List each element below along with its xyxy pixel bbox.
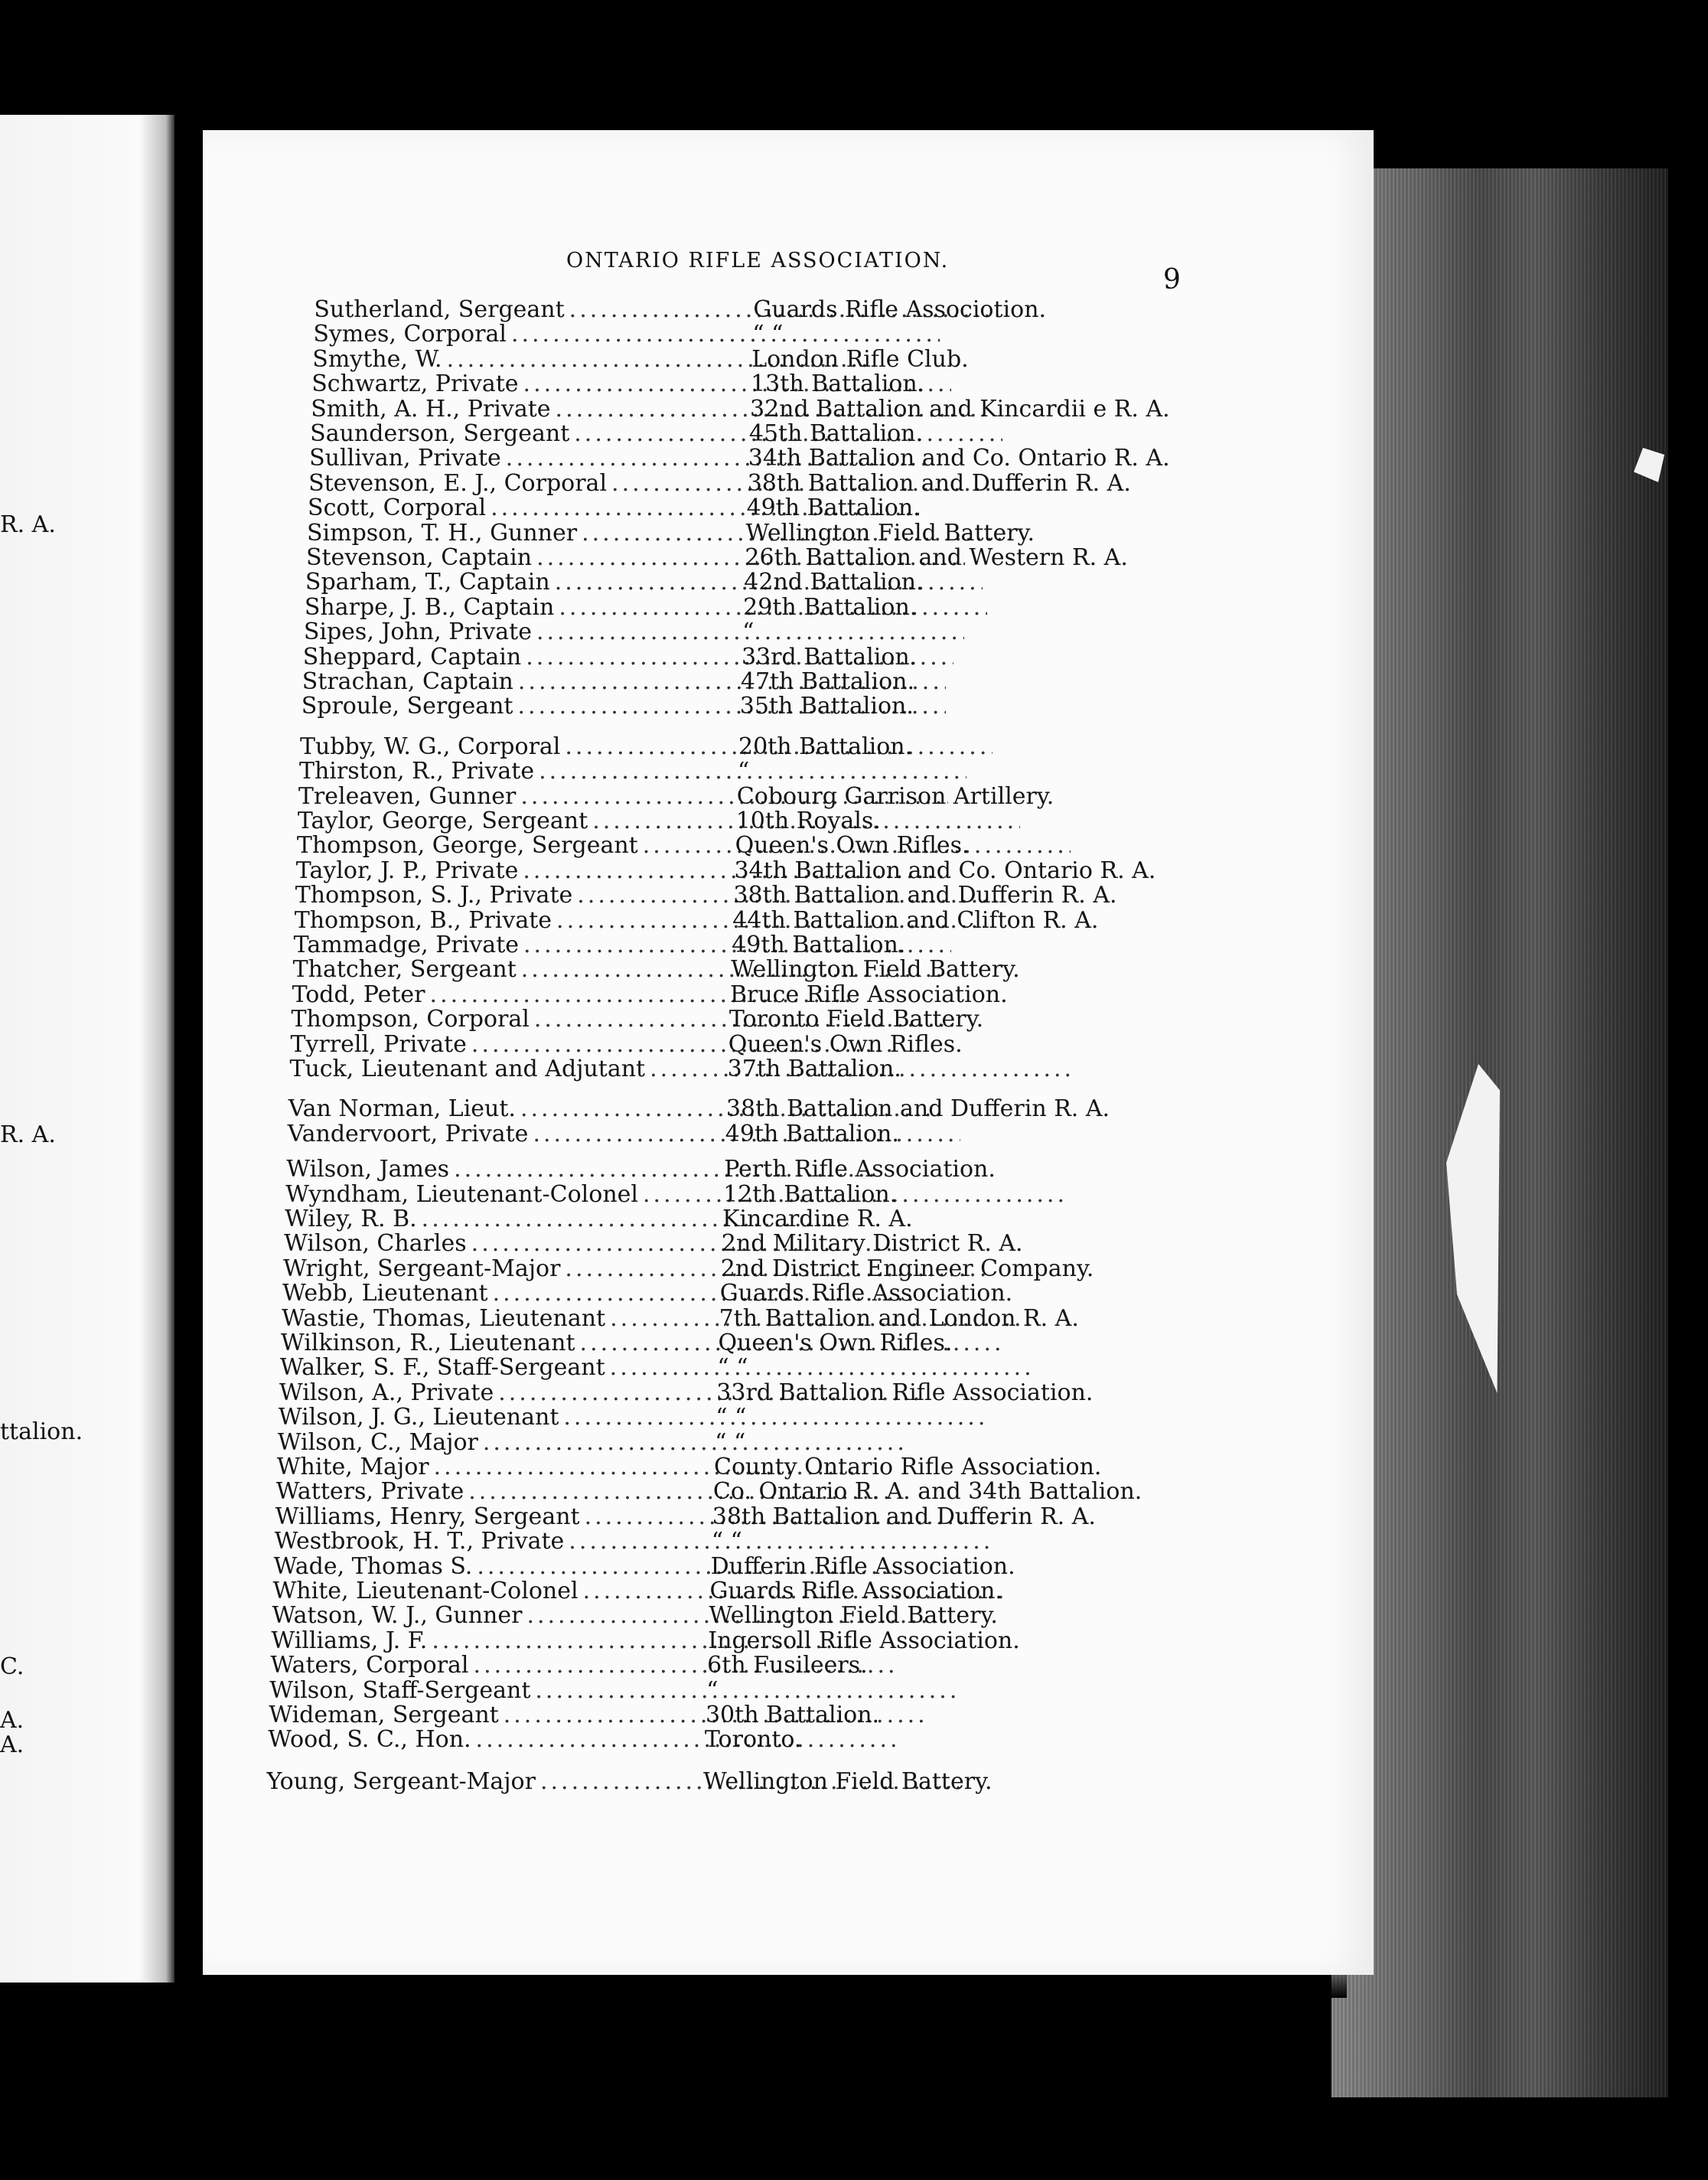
- entry-name: Williams, J. F.: [271, 1627, 428, 1654]
- roster-entry: [288, 1121, 1154, 1147]
- entry-name: Wilkinson, R., Lieutenant: [280, 1330, 575, 1356]
- roster-entry: [272, 1578, 1138, 1604]
- roster-entry: [311, 397, 1178, 423]
- entry-unit: “: [742, 618, 755, 646]
- leader-dots: [507, 321, 940, 348]
- entry-name: Wright, Sergeant-Major: [283, 1255, 561, 1282]
- entry-unit: 49th Battalion.: [746, 494, 921, 522]
- roster-entry: [285, 1206, 1151, 1232]
- entry-name: Wade, Thomas S.: [273, 1552, 473, 1580]
- entry-name: Van Norman, Lieut.: [288, 1095, 516, 1123]
- roster-entry: [289, 1056, 1156, 1082]
- entry-name: Sullivan, Private: [309, 445, 501, 472]
- roster-entry: [279, 1380, 1145, 1406]
- entry-name: Thirston, R., Private: [298, 758, 535, 785]
- roster-entry: [283, 1256, 1149, 1282]
- roster-entry: [284, 1231, 1150, 1257]
- roster-entry: [277, 1454, 1142, 1480]
- entry-name: Thompson, Corporal: [291, 1006, 530, 1033]
- leader-dots: [559, 1405, 989, 1431]
- entry-name: Westbrook, H. T., Private: [274, 1528, 565, 1555]
- roster-entry: [282, 1281, 1149, 1307]
- entry-name: Wood, S. C., Hon.: [268, 1726, 471, 1754]
- left-fragment: R. A.: [0, 1121, 56, 1148]
- page-number: 9: [1163, 264, 1181, 295]
- entry-name: Thompson, George, Sergeant: [296, 832, 638, 860]
- entry-unit: 2nd District Engineer Company.: [720, 1255, 1094, 1282]
- entry-unit: “: [706, 1676, 719, 1704]
- book-page-edges: [1332, 168, 1668, 2097]
- leader-dots: [530, 1678, 961, 1704]
- entry-unit: 2nd Military District R. A.: [721, 1230, 1023, 1258]
- entry-unit: 38th Battalion and Dufferin R. A.: [733, 882, 1117, 909]
- entry-unit: “: [737, 758, 750, 785]
- roster-entry: [302, 693, 1169, 720]
- roster-entry: [275, 1504, 1141, 1530]
- roster-entry: [288, 1096, 1155, 1122]
- roster-entry: [313, 321, 1181, 348]
- entry-unit: Queen's Own Rifles.: [735, 832, 970, 860]
- roster-entry: [302, 669, 1169, 695]
- entry-unit: Wellington Field Battery.: [709, 1602, 998, 1630]
- entry-unit: Wellington Field Battery.: [731, 956, 1020, 984]
- entry-unit: 38th Battalion and Dufferin R. A.: [712, 1503, 1096, 1530]
- entry-name: Wyndham, Lieutenant-Colonel: [285, 1180, 639, 1208]
- entry-unit: 7th Battalion and London R. A.: [719, 1304, 1079, 1332]
- entry-unit: 6th Fusileers.: [707, 1652, 868, 1679]
- entry-name: Sharpe, J. B., Captain: [304, 593, 555, 621]
- left-fragment: ttalion.: [0, 1418, 83, 1445]
- roster-entry: [294, 932, 1161, 958]
- roster-entry: [308, 471, 1176, 497]
- roster-entry: [297, 833, 1164, 859]
- entry-name: Thompson, B., Private: [294, 906, 552, 934]
- entry-unit: Guards Rifle Associotion.: [753, 296, 1047, 323]
- entry-name: Symes, Corporal: [313, 321, 507, 348]
- roster-entry: [272, 1603, 1137, 1629]
- roster-entry: [276, 1479, 1142, 1505]
- entry-unit: 34th Battalion and Co. Ontario R. A.: [748, 445, 1170, 472]
- roster-entry: [305, 569, 1172, 596]
- entry-unit: 49th Battalion.: [732, 932, 906, 958]
- roster-entry: [274, 1554, 1139, 1580]
- roster-entry: [285, 1182, 1152, 1208]
- entry-unit: Queen's Own Rifles.: [718, 1330, 953, 1356]
- entry-unit: Dufferin Rifle Association.: [710, 1552, 1015, 1580]
- entry-unit: 38th Battalion and Dufferin R. A.: [725, 1095, 1110, 1123]
- roster-entry: [292, 1007, 1158, 1033]
- entry-name: Simpson, T. H., Gunner: [306, 519, 578, 547]
- entry-name: Sparham, T., Captain: [305, 569, 550, 596]
- roster-entry: [268, 1727, 1133, 1753]
- entry-name: Taylor, George, Sergeant: [297, 808, 588, 834]
- entry-name: Wilson, A., Private: [279, 1379, 494, 1406]
- roster-entry: [309, 445, 1177, 472]
- entry-name: Thompson, S. J., Private: [295, 882, 573, 909]
- entry-unit: County Ontario Rifle Association.: [713, 1454, 1102, 1480]
- leader-dots: [471, 1727, 902, 1753]
- roster-entry: [307, 521, 1174, 547]
- entry-unit: Perth Rifle Association.: [724, 1156, 996, 1183]
- entry-name: Sipes, John, Private: [303, 618, 532, 646]
- entry-unit: Guards Rifle Association.: [719, 1280, 1013, 1307]
- entry-name: Sheppard, Captain: [302, 643, 522, 671]
- entry-unit: London Rifle Club.: [751, 345, 969, 373]
- roster-entry: [280, 1355, 1146, 1381]
- entry-name: Wilson, C., Major: [277, 1428, 478, 1456]
- roster-entry: [305, 595, 1172, 621]
- roster-entry: [269, 1678, 1135, 1704]
- entry-name: Smith, A. H., Private: [311, 395, 551, 423]
- entry-unit: 29th Battalion.: [743, 593, 918, 621]
- entry-name: Wiley, R. B.: [285, 1206, 417, 1232]
- entry-name: Tammadge, Private: [293, 932, 520, 958]
- entry-name: Tuck, Lieutenant and Adjutant: [289, 1056, 646, 1082]
- entry-unit: 33rd Battalion Rifle Association.: [716, 1379, 1094, 1406]
- entry-unit: 20th Battalion.: [738, 733, 913, 760]
- entry-name: Webb, Lieutenant: [282, 1280, 488, 1307]
- entry-unit: 12th Battalion.: [723, 1180, 898, 1208]
- entry-unit: “ “: [711, 1528, 742, 1555]
- entry-unit: 35th Battalion.: [739, 693, 914, 720]
- roster-entry: [266, 1769, 1132, 1795]
- entry-name: Wilson, Charles: [284, 1230, 467, 1258]
- entry-unit: 37th Battalion.: [727, 1056, 901, 1082]
- left-fragment: R. A.: [0, 511, 56, 538]
- roster-entry: [299, 759, 1166, 785]
- roster-entry: [303, 645, 1170, 671]
- leader-dots: [564, 1529, 995, 1555]
- left-fragment: A.: [0, 1731, 24, 1758]
- entry-unit: 34th Battalion and Co. Ontario R. A.: [734, 857, 1156, 884]
- roster-entry: [269, 1702, 1134, 1728]
- roster-entry: [296, 858, 1163, 884]
- roster-entry: [308, 495, 1175, 521]
- entry-unit: 38th Battalion and Dufferin R. A.: [747, 469, 1131, 497]
- roster-entry: [286, 1157, 1152, 1183]
- entry-unit: 44th Battalion and Clifton R. A.: [732, 906, 1099, 934]
- entry-name: Young, Sergeant-Major: [266, 1767, 536, 1795]
- roster-entry: [279, 1405, 1144, 1431]
- entry-name: Scott, Corporal: [308, 494, 487, 522]
- entry-unit: Kincardine R. A.: [722, 1206, 913, 1232]
- roster-entry: [295, 883, 1162, 909]
- entry-unit: Bruce Rifle Association.: [729, 981, 1008, 1008]
- roster-entry: [300, 734, 1167, 760]
- page-header: ONTARIO RIFLE ASSOCIATION.: [566, 249, 950, 272]
- roster-entry: [275, 1529, 1140, 1555]
- entry-name: Watson, W. J., Gunner: [272, 1602, 523, 1630]
- entry-name: Tubby, W. G., Corporal: [300, 733, 561, 760]
- entry-name: Waters, Corporal: [270, 1652, 469, 1679]
- entry-name: White, Lieutenant-Colonel: [272, 1578, 579, 1604]
- leader-dots: [534, 759, 966, 785]
- entry-unit: 45th Battalion.: [748, 420, 923, 447]
- roster-entry: [278, 1430, 1143, 1456]
- entry-unit: 49th Battalion.: [725, 1120, 899, 1147]
- entry-name: Stevenson, E. J., Corporal: [308, 469, 608, 497]
- left-fragment: C.: [0, 1653, 24, 1680]
- entry-unit: 33rd Battalion.: [741, 643, 918, 671]
- entry-name: Strachan, Captain: [302, 668, 513, 695]
- entry-unit: “ “: [715, 1428, 746, 1456]
- entry-name: Sutherland, Sergeant: [314, 296, 565, 323]
- entry-name: Wilson, J. G., Lieutenant: [278, 1404, 559, 1431]
- entry-name: Smythe, W.: [312, 345, 442, 373]
- roster-entry: [281, 1330, 1147, 1356]
- entry-name: Tyrrell, Private: [290, 1030, 467, 1058]
- entry-unit: 32nd Battalion and Kincardii e R. A.: [749, 395, 1170, 423]
- entry-unit: Wellington Field Battery.: [703, 1767, 993, 1795]
- roster-entry: [298, 808, 1165, 834]
- roster-entry: [282, 1306, 1148, 1332]
- entry-name: Walker, S. F., Staff-Sergeant: [279, 1354, 605, 1382]
- roster-entry: [304, 619, 1171, 645]
- roster-entry: [314, 297, 1182, 323]
- roster-entry: [312, 347, 1180, 373]
- entry-name: Wideman, Sergeant: [269, 1702, 499, 1728]
- entry-unit: Wellington Field Battery.: [745, 519, 1035, 547]
- entry-name: Wilson, James: [286, 1156, 450, 1183]
- entry-unit: 47th Battalion.: [740, 668, 914, 695]
- roster-entry: [271, 1628, 1136, 1654]
- entry-unit: Guards Rifle Association.: [709, 1578, 1002, 1604]
- roster-entry: [311, 371, 1179, 397]
- entry-name: Todd, Peter: [292, 981, 425, 1008]
- entry-unit: Co. Ontario R. A. and 34th Battalion.: [712, 1478, 1142, 1506]
- entry-unit: Toronto.: [704, 1726, 802, 1754]
- entry-name: Stevenson, Captain: [305, 544, 533, 571]
- entry-name: Wilson, Staff-Sergeant: [269, 1676, 531, 1704]
- entry-unit: 26th Battalion and Western R. A.: [745, 544, 1128, 571]
- entry-unit: “ “: [752, 321, 784, 348]
- entry-name: Taylor, J. P., Private: [295, 857, 519, 884]
- entry-unit: “ “: [715, 1404, 747, 1431]
- roster-entry: [270, 1653, 1136, 1679]
- entry-unit: 30th Battalion.: [705, 1702, 880, 1728]
- roster-entry: [292, 982, 1159, 1008]
- entry-name: Treleaven, Gunner: [298, 782, 517, 810]
- entry-unit: 13th Battalion.: [751, 370, 925, 398]
- left-fragment: A.: [0, 1707, 24, 1734]
- entry-name: White, Major: [276, 1454, 429, 1480]
- roster-entry: [310, 421, 1178, 447]
- roster-entry: [293, 957, 1159, 983]
- entry-unit: Queen's Own Rifles.: [728, 1030, 963, 1058]
- entry-name: Sproule, Sergeant: [301, 693, 513, 720]
- entry-unit: Cobourg Garrison Artillery.: [736, 782, 1054, 810]
- entry-unit: 42nd Battalion.: [744, 569, 924, 596]
- entry-unit: Toronto Field Battery.: [729, 1006, 984, 1033]
- entry-name: Thatcher, Sergeant: [292, 956, 517, 984]
- entry-name: Wastie, Thomas, Lieutenant: [281, 1304, 606, 1332]
- roster-entry: [290, 1032, 1156, 1058]
- entry-name: Saunderson, Sergeant: [310, 420, 570, 447]
- entry-name: Watters, Private: [275, 1478, 464, 1506]
- entry-name: Vandervoort, Private: [287, 1120, 529, 1147]
- entry-name: Williams, Henry, Sergeant: [275, 1503, 580, 1530]
- page-shadow: [199, 1975, 1347, 1998]
- entry-unit: Ingersoll Rifle Association.: [708, 1627, 1020, 1654]
- roster-entry: [298, 784, 1165, 810]
- entry-name: Schwartz, Private: [311, 370, 519, 398]
- leader-dots: [605, 1355, 1037, 1381]
- roster-entry: [295, 908, 1162, 934]
- entry-unit: “ “: [717, 1354, 748, 1382]
- roster-entry: [306, 545, 1173, 571]
- entry-unit: 10th Royals.: [735, 808, 881, 834]
- leader-dots: [478, 1430, 909, 1456]
